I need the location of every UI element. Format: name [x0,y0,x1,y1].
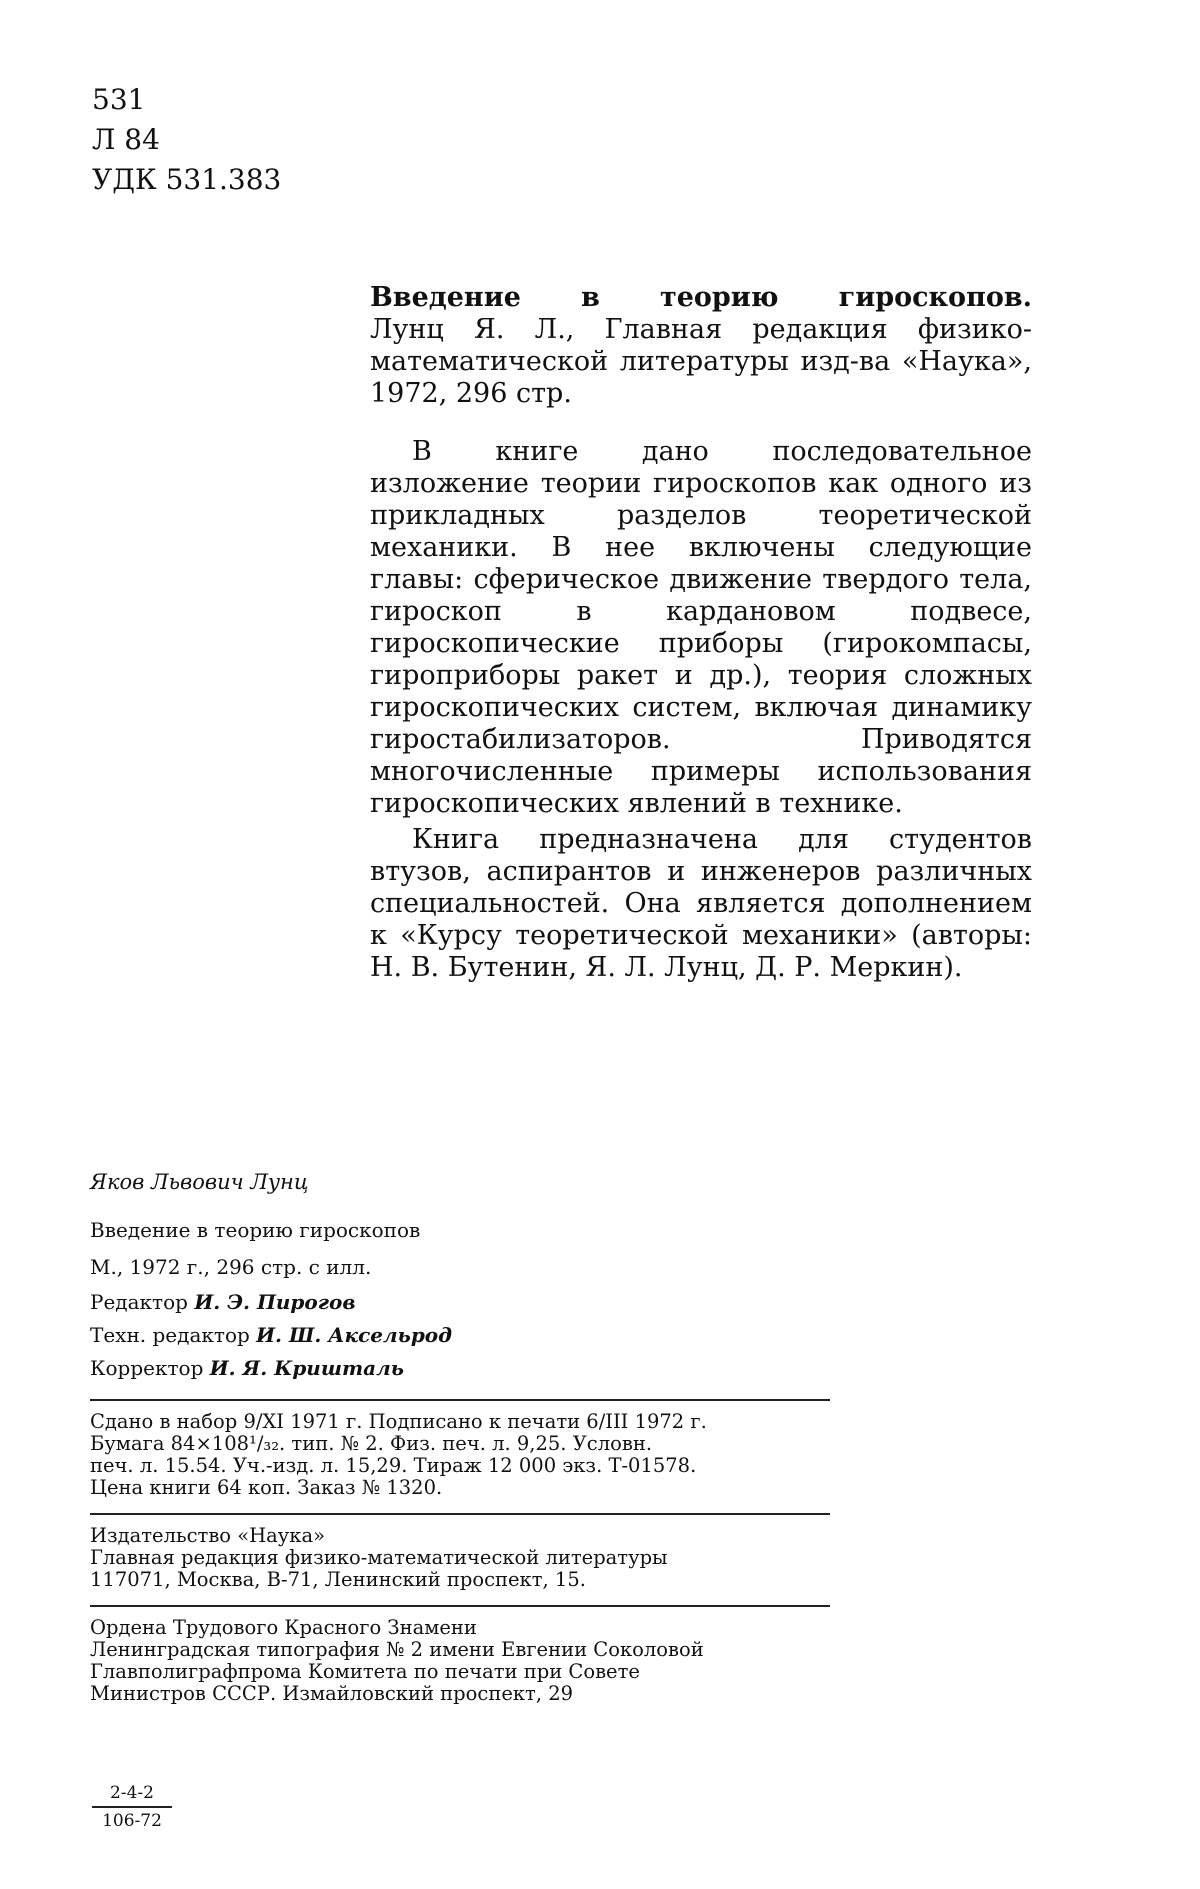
tech-editor-name: И. Ш. Аксельрод [256,1323,453,1347]
tech-editor-line [90,1319,830,1352]
printer-row: Главполиграфпрома Комитета по печати при Совете [90,1660,640,1683]
print-row: печ. л. 15.54. Уч.-изд. л. 15,29. Тираж 12 000 экз. Т-01578. [90,1454,697,1477]
print-row: Цена книги 64 коп. Заказ № 1320. [90,1476,443,1499]
editor-name: И. Э. Пирогов [194,1290,356,1314]
imprint-author: Яков Львович Лунц [90,1170,309,1194]
title-word-2: в [581,282,600,313]
corrector-name: И. Я. Кришталь [209,1356,404,1380]
corrector-label: Корректор [90,1356,204,1380]
index-code-numerator: 2-4-2 [92,1782,172,1808]
author-mark: Л 84 [92,123,160,156]
printer-details [90,1617,830,1705]
printer-row: Ордена Трудового Красного Знамени [90,1616,477,1639]
printer-row: Министров СССР. Измайловский проспект, 29 [90,1682,574,1705]
print-row: Бумага 84×108¹/₃₂. тип. № 2. Физ. печ. л. 9,25. Условн. [90,1432,653,1455]
divider [90,1513,830,1515]
annotation-author: Лунц Я. Л., [370,314,575,345]
title-word-3: теорию [659,282,779,313]
corrector-line [90,1352,830,1385]
publisher-row: Издательство «Наука» [90,1524,326,1547]
index-code-denominator: 106-72 [102,1811,162,1831]
imprint-block [90,1168,830,1705]
title-word-4: гироскопов. [838,282,1032,313]
annotation-title-line [370,282,1032,314]
title-word-1: Введение [370,282,521,313]
annotation-paragraph-1: В книге дано последовательное изложение теории гироскопов как одного из прикладных разделов теоретической механики. В нее включены следующие главы: сферическое движение твердого тела, гироскоп в кардановом подвесе, гироскопические приборы (гирокомпасы, гироприборы ракет и др.), теория сложных гироскопических систем, включая динамику гиростабилизаторов. Приводятся многочисленные примеры использования гироскопических явлений в технике. [370,436,1032,819]
bbk-code: 531 [92,83,146,116]
imprint-pub: М., 1972 г., 296 стр. с илл. [90,1255,372,1279]
printer-row: Ленинградская типография № 2 имени Евгении Соколовой [90,1638,704,1661]
classification-codes [92,80,281,200]
editor-line [90,1286,830,1319]
annotation-publisher: Главная редакция физико-математической литературы изд-ва «Наука», 1972, 296 стр. [370,314,1032,409]
divider [90,1399,830,1401]
print-row: Сдано в набор 9/XI 1971 г. Подписано к печати 6/III 1972 г. [90,1410,707,1433]
annotation-paragraph-2: Книга предназначена для студентов втузов, аспирантов и инженеров различных специальностей. Она является дополнением к «Курсу теоретической механики» (авторы: Н. В. Бутенин, Я. Л. Лунц, Д. Р. Меркин). [370,824,1032,983]
print-details [90,1411,830,1499]
annotation-bibliographic [370,314,1032,410]
annotation-block [370,282,1032,984]
publisher-row: 117071, Москва, В-71, Ленинский проспект, 15. [90,1568,586,1591]
index-code [92,1782,172,1832]
udc-code: УДК 531.383 [92,163,282,196]
divider [90,1605,830,1607]
publisher-details [90,1525,830,1591]
imprint-title: Введение в теорию гироскопов [90,1218,421,1242]
imprint-staff [90,1286,830,1385]
editor-label: Редактор [90,1290,188,1314]
publisher-row: Главная редакция физико-математической литературы [90,1546,668,1569]
tech-editor-label: Техн. редактор [90,1323,250,1347]
